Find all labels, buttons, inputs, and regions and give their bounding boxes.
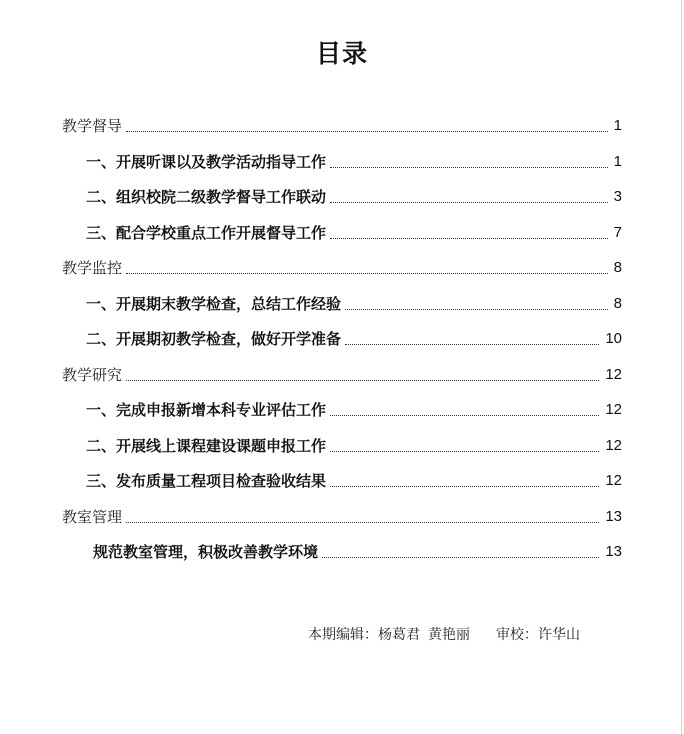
page-edge-divider	[681, 0, 682, 734]
toc-entry-subsection[interactable]	[62, 184, 622, 208]
toc-entry-subsection[interactable]	[62, 220, 622, 244]
toc-entry-text: 一、开展期末教学检查，总结工作经验	[86, 294, 342, 313]
toc-entry-section[interactable]	[62, 113, 622, 137]
toc-dot-leader	[126, 380, 599, 381]
toc-entry-subsection[interactable]	[62, 433, 622, 457]
reviewer-name: 许华山	[538, 627, 580, 643]
toc-entry-text: 一、完成申报新增本科专业评估工作	[86, 401, 327, 419]
toc-page-number: 13	[605, 507, 622, 525]
toc-page-number: 3	[613, 188, 622, 205]
toc-entry-text: 教室管理	[62, 507, 123, 526]
toc-entry-section[interactable]	[62, 362, 622, 386]
toc-entry-subsection[interactable]	[62, 397, 622, 421]
editor-name: 杨葛君	[378, 627, 420, 643]
toc-page-number: 12	[605, 365, 622, 383]
toc-page-number: 8	[613, 294, 622, 312]
toc-entry-text: 三、配合学校重点工作开展督导工作	[86, 223, 327, 242]
toc-page-number: 1	[613, 152, 622, 170]
toc-dot-leader	[330, 202, 608, 203]
page-title: 目录	[315, 39, 368, 68]
toc-dot-leader	[126, 273, 608, 274]
toc-dot-leader	[126, 131, 608, 132]
toc-entry-section[interactable]	[62, 255, 622, 279]
toc-entry-subsection[interactable]	[62, 149, 622, 173]
editor-name: 黄艳丽	[428, 627, 470, 643]
toc-entry-text: 教学监控	[62, 259, 123, 277]
toc-entry-subsection[interactable]	[62, 291, 622, 315]
toc-dot-leader	[330, 238, 608, 239]
toc-page-number: 12	[605, 401, 622, 418]
toc-entry-text: 三、发布质量工程项目检查验收结果	[86, 472, 327, 490]
editor-credits	[308, 624, 580, 644]
toc-page-number: 10	[605, 330, 622, 347]
toc-page-number: 8	[613, 259, 622, 276]
toc-entry-subsection[interactable]	[62, 326, 622, 350]
toc-entry-text: 二、开展线上课程建设课题申报工作	[86, 436, 327, 455]
toc-dot-leader	[322, 557, 599, 558]
toc-dot-leader	[330, 486, 599, 487]
toc-dot-leader	[126, 522, 599, 523]
toc-dot-leader	[345, 344, 599, 345]
toc-entry-text: 二、组织校院二级教学督导工作联动	[86, 188, 327, 206]
toc-dot-leader	[330, 415, 599, 416]
toc-page-number: 12	[605, 472, 622, 489]
toc-entry-text: 二、开展期初教学检查，做好开学准备	[86, 330, 342, 348]
toc-page-number: 1	[613, 117, 622, 134]
toc-entry-subsection[interactable]	[62, 468, 622, 492]
toc-entry-text: 一、开展听课以及教学活动指导工作	[86, 152, 327, 171]
toc-page-number: 7	[613, 223, 622, 241]
toc-dot-leader	[330, 167, 608, 168]
editors-label: 本期编辑：	[308, 627, 378, 643]
toc-entry-text: 教学督导	[62, 117, 123, 135]
toc-dot-leader	[330, 451, 599, 452]
toc-dot-leader	[345, 309, 608, 310]
reviewer-label: 审校：	[496, 627, 538, 643]
toc-entry-text: 教学研究	[62, 365, 123, 384]
toc-entry-text: 规范教室管理，积极改善教学环境	[93, 543, 319, 561]
toc-entry-section[interactable]	[62, 504, 622, 528]
toc-entry-subsection[interactable]	[62, 539, 622, 563]
toc-page-number: 13	[605, 543, 622, 560]
toc-page-number: 12	[605, 436, 622, 454]
